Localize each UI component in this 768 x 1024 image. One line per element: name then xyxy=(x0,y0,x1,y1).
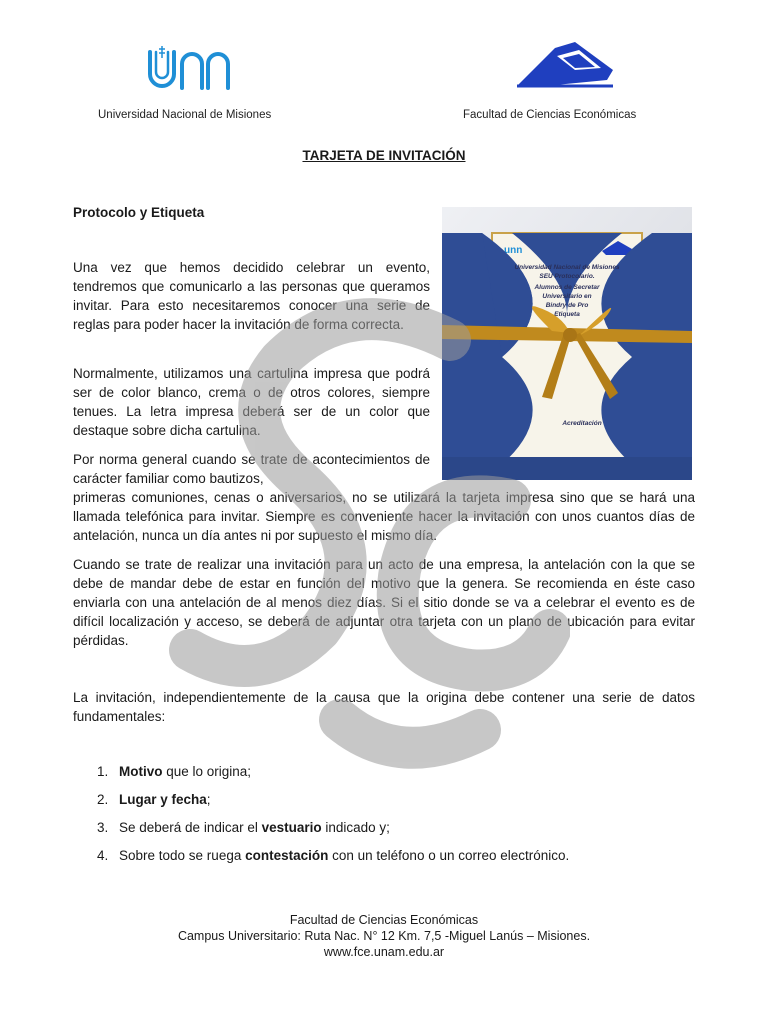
requirements-list xyxy=(97,762,697,874)
university-caption: Universidad Nacional de Misiones xyxy=(98,109,272,121)
paragraph-card-stock: Normalmente, utilizamos una cartulina impresa que podrá ser de color blanco, crema o de otros colores, siempre tenues. La letra impresa deberá ser de un color que destaque sobre dicha cartulina. xyxy=(73,366,430,438)
paragraph-family-events-a: Por norma general cuando se trate de acontecimientos de carácter familiar como bautizos, xyxy=(73,452,430,486)
footer-faculty: Facultad de Ciencias Económicas xyxy=(289,913,479,927)
paragraph-intro: Una vez que hemos decidido celebrar un evento, tendremos que comunicarlo a las personas que queramos invitar. Para esto necesitaremos conocer una serie de reglas para poder hacer la invitación de forma correcta. xyxy=(73,260,430,332)
paragraph-fundamentals: La invitación, independientemente de la causa que la origina debe contener una serie de datos fundamentales: xyxy=(73,690,695,724)
page-title: TARJETA DE INVITACIÓN xyxy=(302,148,466,163)
paragraph-family-events-b: primeras comuniones, cenas o aniversarios, no se utilizará la tarjeta impresa sino que se hará una llamada telefónica para invitar. Siempre es conveniente hacer la invitación con unos cuantos días de antelación, nunca un día antes ni por supuesto el mismo día. xyxy=(73,490,695,543)
section-subtitle: Protocolo y Etiqueta xyxy=(73,205,205,220)
card-line-2: SEU Protocolario. xyxy=(539,273,595,280)
unam-logo-icon xyxy=(146,44,242,92)
fce-logo-icon xyxy=(515,40,615,90)
list-item: 3. Se deberá de indicar el vestuario indicado y; xyxy=(97,820,390,835)
footer-website: www.fce.unam.edu.ar xyxy=(323,945,445,959)
list-item: 4. Sobre todo se ruega contestación con un teléfono o un correo electrónico. xyxy=(97,848,570,863)
card-line-6: Etiqueta xyxy=(554,311,580,318)
faculty-caption: Facultad de Ciencias Económicas xyxy=(463,109,637,121)
paragraph-company-events: Cuando se trate de realizar una invitación para un acto de una empresa, la antelación con la que se debe de mandar debe de estar en función del motivo que la genera. Se recomienda en éste caso enviarla con una antelación de al menos diez días. Si el sitio donde se va a celebrar el evento es de difícil localización y acceso, se deberá de adjuntar otra tarjeta con un plano de ubicación para evitar pérdidas. xyxy=(73,557,695,648)
card-line-3: Alumnos de Secretar xyxy=(534,284,600,291)
card-line-1: Universidad Nacional de Misiones xyxy=(514,264,620,271)
list-item: 2. Lugar y fecha; xyxy=(97,792,211,807)
card-line-5: Bindry de Pro xyxy=(545,302,589,309)
card-logo-text: unn xyxy=(504,245,523,256)
list-item: 1. Motivo que lo origina; xyxy=(97,764,252,779)
page-footer xyxy=(0,912,768,960)
card-line-4: Universitario en xyxy=(542,293,592,300)
footer-address: Campus Universitario: Ruta Nac. N° 12 Km. 7,5 -Miguel Lanús – Misiones. xyxy=(177,929,591,943)
card-line-7: Acreditación xyxy=(562,420,602,427)
invitation-photo xyxy=(442,207,692,480)
